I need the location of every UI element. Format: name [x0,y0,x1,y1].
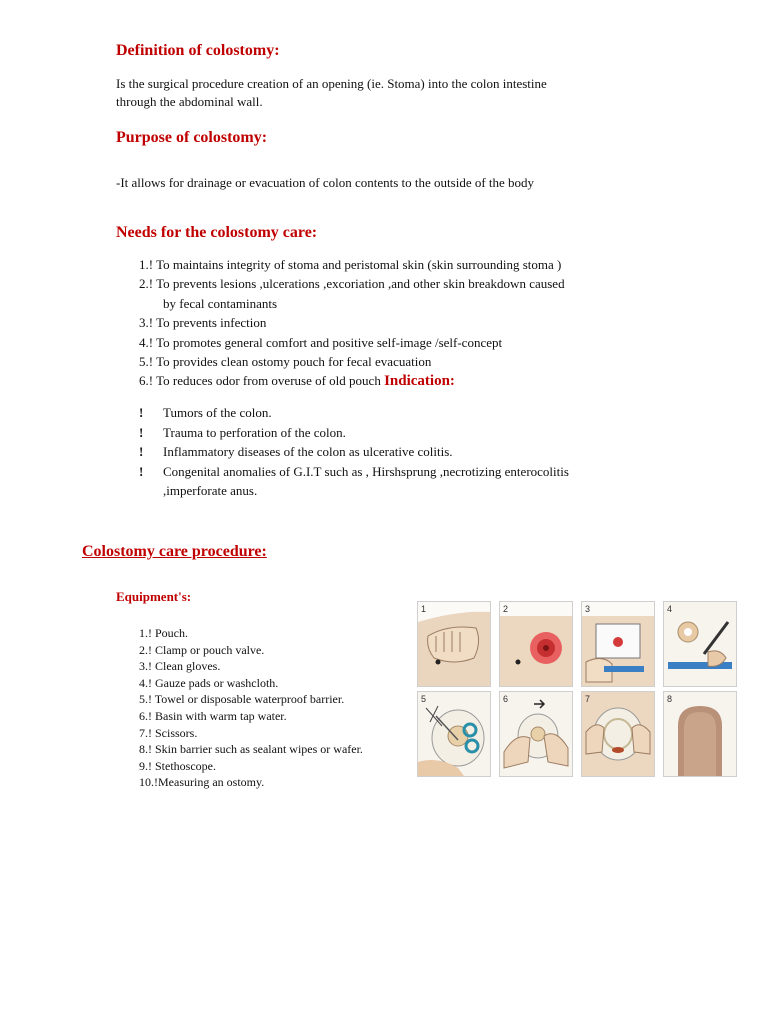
list-item: 1.! To maintains integrity of stoma and peristomal skin (skin surrounding stoma ) [139,257,562,272]
list-item: 2.! Clamp or pouch valve. [139,642,265,657]
indication-list [139,403,569,501]
step-panel [663,691,737,777]
list-item: 7.! Scissors. [139,725,198,740]
step-panel [499,691,573,777]
hand-illustration [418,602,490,686]
list-item: 4.! To promotes general comfort and positive self-image /self-concept [139,334,503,350]
step-panel [581,691,655,777]
step-panel [581,601,655,687]
equipment-list [139,625,363,791]
bullet-mark: ! [139,463,144,479]
scissors-illustration [418,692,490,776]
stoma-illustration [500,602,572,686]
needs-list [139,255,565,392]
equipment-heading: Equipment's: [116,589,192,604]
indication-item-text: Trauma to perforation of the colon. [163,424,346,440]
definition-line-1: Is the surgical procedure creation of an opening (ie. Stoma) into the colon intestine [116,76,547,91]
list-item [139,462,569,482]
peeling-illustration [500,692,572,776]
bullet-mark: ! [139,424,144,440]
list-item [139,423,569,443]
list-item: 10.!Measuring an ostomy. [139,775,265,790]
purpose-heading: Purpose of colostomy: [116,129,268,146]
procedure-steps-figure [415,599,735,777]
step-panel [417,691,491,777]
list-item [139,481,569,501]
panel-number: 4 [667,604,673,614]
pouch-fit-illustration [582,692,654,776]
panel-number: 5 [421,694,427,704]
step-panel [417,601,491,687]
step-panel [663,601,737,687]
list-item: 5.! Towel or disposable waterproof barrier. [139,692,345,707]
pen-illustration [664,602,736,686]
bullet-mark: ! [139,405,144,420]
panel-number: 7 [585,694,591,704]
panel-number: 2 [503,604,509,614]
definition-text [116,75,547,111]
indication-item-text: Inflammatory diseases of the colon as ulcerative colitis. [163,444,453,460]
list-item: 3.! To prevents infection [139,315,267,331]
list-item: 6.! Basin with warm tap water. [139,708,287,723]
list-item: by fecal contaminants [163,295,278,311]
measuring-guide-illustration [582,602,654,686]
panel-number: 6 [503,694,509,704]
step-panel [499,601,573,687]
indication-item-text: Congenital anomalies of G.I.T such as , Hirshsprung ,necrotizing enterocolitis [163,463,569,479]
list-item: 4.! Gauze pads or washcloth. [139,675,279,690]
panel-number: 3 [585,604,591,614]
needs-heading: Needs for the colostomy care: [116,224,318,241]
list-item: 1.! Pouch. [139,626,188,640]
definition-line-2: through the abdominal wall. [116,94,263,109]
definition-heading: Definition of colostomy: [116,42,280,59]
list-item: 9.! Stethoscope. [139,758,216,773]
list-item: 2.! To prevents lesions ,ulcerations ,excoriation ,and other skin breakdown caused [139,276,565,292]
list-item: 5.! To provides clean ostomy pouch for fecal evacuation [139,354,432,370]
list-item: 3.! Clean gloves. [139,659,221,674]
procedure-heading: Colostomy care procedure: [82,543,267,560]
needs-item-text: 6.! To reduces odor from overuse of old pouch [139,373,381,389]
indication-heading: Indication: [384,373,455,390]
list-item [139,442,569,462]
final-pouch-illustration [664,692,736,776]
panel-number: 1 [421,604,427,614]
list-item: 8.! Skin barrier such as sealant wipes or wafer. [139,742,363,757]
list-item [139,403,569,423]
list-item [139,371,565,391]
indication-item-text: ,imperforate anus. [163,483,258,499]
purpose-text: -It allows for drainage or evacuation of colon contents to the outside of the body [116,175,535,190]
panel-number: 8 [667,694,673,704]
bullet-mark: ! [139,444,144,460]
indication-item-text: Tumors of the colon. [163,405,272,420]
